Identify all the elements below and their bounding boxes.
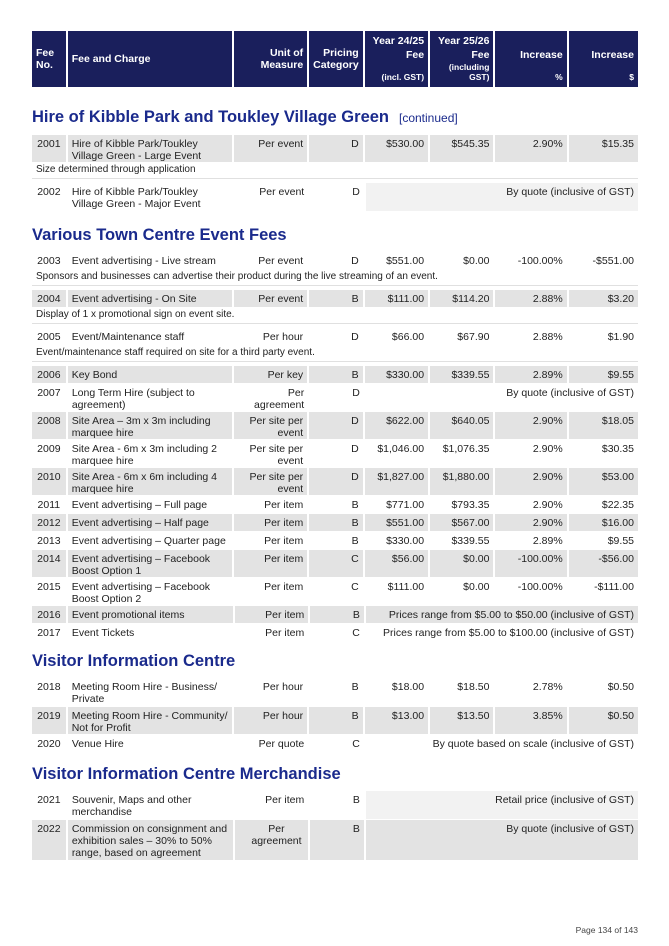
header-fee-and-charge	[68, 31, 232, 87]
increase-amt-cell: -$551.00	[592, 255, 634, 267]
fee-no-cell: 2014	[32, 550, 66, 577]
fee-2526-cell: $18.50	[457, 681, 490, 693]
category-cell: C	[309, 550, 362, 577]
fee-name-cell: Site Area - 6m x 6m including 4 marquee hire	[68, 468, 232, 495]
increase-amt-cell: $22.35	[601, 499, 634, 511]
table-row	[32, 384, 638, 411]
category-cell: D	[351, 255, 359, 267]
fee-2526-cell: $793.35	[451, 499, 490, 511]
header-label: Fee	[471, 49, 490, 61]
unit-cell: Per item	[265, 794, 305, 806]
section-title-town-centre: Various Town Centre Event Fees	[32, 226, 287, 244]
unit-cell: Per hour	[262, 681, 304, 693]
header-label: Fee	[405, 49, 425, 61]
unit-cell: Per item	[235, 606, 309, 623]
category-cell: D	[352, 387, 360, 399]
row-note: Size determined through application	[32, 162, 638, 179]
fee-2425-cell: $56.00	[365, 550, 428, 577]
increase-amt-cell: $3.20	[569, 290, 638, 307]
increase-pct-cell: 2.78%	[532, 681, 563, 693]
fee-name-cell: Event advertising – Quarter page	[71, 535, 226, 547]
unit-cell: Per site per event	[234, 412, 307, 439]
header-fee-no	[32, 31, 66, 87]
increase-amt-cell: $9.55	[607, 535, 634, 547]
increase-amt-cell: $30.35	[601, 443, 634, 455]
increase-amt-cell: $0.50	[607, 681, 634, 693]
fee-note-cell: Prices range from $5.00 to $100.00 (inclusive of GST)	[383, 627, 634, 639]
header-category	[309, 31, 362, 87]
table-row	[32, 606, 638, 623]
category-cell: B	[309, 707, 362, 734]
increase-pct-cell: 2.90%	[495, 468, 566, 495]
increase-pct-cell: 2.90%	[532, 443, 563, 455]
increase-pct-cell: -100.00%	[495, 550, 566, 577]
unit-cell: Per event	[258, 255, 304, 267]
fee-name-cell: Key Bond	[68, 366, 232, 383]
table-row	[32, 678, 638, 706]
fee-name-cell: Venue Hire	[71, 738, 124, 750]
fee-name-cell: Meeting Room Hire - Business/ Private	[71, 681, 218, 705]
fee-no-cell: 2016	[32, 606, 66, 623]
category-cell: D	[352, 186, 360, 198]
header-label: Unit of Measure	[260, 47, 304, 71]
section-title-kibble	[32, 108, 458, 127]
fee-2425-cell: $1,046.00	[377, 443, 425, 455]
header-label: Year 24/25	[372, 35, 425, 47]
unit-cell: Per item	[234, 514, 307, 531]
fee-name-cell: Event Tickets	[71, 627, 135, 639]
category-cell: B	[351, 535, 359, 547]
increase-pct-cell: 2.90%	[495, 135, 566, 162]
fee-name-cell: Hire of Kibble Park/Toukley Village Green - Large Event	[68, 135, 232, 162]
header-unit	[234, 31, 307, 87]
fee-name-cell: Commission on consignment and exhibition sales – 30% to 50% range, based on agreement	[68, 820, 233, 860]
fee-no-cell: 2022	[32, 820, 66, 860]
table-row	[32, 135, 638, 162]
fee-no-cell: 2017	[37, 627, 61, 639]
header-label: Increase	[520, 49, 563, 61]
fee-no-cell: 2012	[32, 514, 66, 531]
fee-name-cell: Long Term Hire (subject to agreement)	[71, 387, 195, 411]
increase-pct-cell: 2.90%	[495, 514, 566, 531]
fee-name-cell: Meeting Room Hire - Community/ Not for Profit	[68, 707, 232, 734]
fee-note-cell: By quote (inclusive of GST)	[366, 820, 638, 860]
unit-cell: Per item	[234, 550, 307, 577]
fee-2425-cell: $18.00	[391, 681, 425, 693]
fee-2425-cell: $111.00	[387, 581, 425, 593]
fee-name-cell: Event/Maintenance staff	[71, 331, 185, 343]
fee-2526-cell: $13.50	[430, 707, 493, 734]
table-row	[32, 496, 638, 513]
row-note: Event/maintenance staff required on site for a third party event.	[32, 345, 638, 362]
increase-amt-cell: $1.90	[607, 331, 634, 343]
unit-cell: Per site per event	[234, 468, 307, 495]
fee-name-cell: Event advertising – Facebook Boost Option 2	[71, 581, 211, 605]
fee-no-cell: 2018	[37, 681, 61, 693]
page-number: Page 134 of 143	[575, 925, 638, 935]
increase-pct-cell: -100.00%	[517, 581, 563, 593]
increase-amt-cell: -$56.00	[569, 550, 638, 577]
table-row	[32, 412, 638, 439]
unit-cell: Per agreement	[235, 820, 309, 860]
fee-2526-cell: $339.55	[451, 535, 490, 547]
fee-no-cell: 2015	[37, 581, 61, 593]
fee-no-cell: 2005	[37, 331, 61, 343]
fee-2425-cell: $551.00	[365, 514, 428, 531]
section-title-visitor-centre: Visitor Information Centre	[32, 652, 236, 670]
header-label: (incl. GST)	[381, 72, 425, 82]
category-cell: B	[351, 681, 359, 693]
unit-cell: Per item	[264, 535, 304, 547]
header-label: $	[629, 72, 634, 82]
fee-name-cell: Site Area – 3m x 3m including marquee hire	[68, 412, 232, 439]
header-label: [continued]	[399, 111, 458, 125]
fee-no-cell: 2008	[32, 412, 66, 439]
unit-cell: Per quote	[258, 738, 305, 750]
table-row	[32, 440, 638, 467]
increase-pct-cell: 2.88%	[532, 331, 563, 343]
unit-cell: Per agreement	[254, 387, 305, 411]
fee-no-cell: 2002	[37, 186, 61, 198]
fee-2526-cell: $640.05	[430, 412, 493, 439]
category-cell: B	[352, 794, 360, 806]
fee-2425-cell: $1,827.00	[365, 468, 428, 495]
fee-name-cell: Souvenir, Maps and other merchandise	[71, 794, 192, 818]
fee-name-cell: Site Area - 6m x 3m including 2 marquee hire	[71, 443, 218, 467]
table-row	[32, 252, 638, 269]
fee-note-cell: By quote (inclusive of GST)	[506, 387, 634, 399]
fee-no-cell: 2003	[37, 255, 61, 267]
table-row	[32, 707, 638, 734]
fee-2425-cell: $330.00	[386, 535, 425, 547]
fee-no-cell: 2006	[32, 366, 66, 383]
fee-2526-cell: $339.55	[430, 366, 493, 383]
increase-pct-cell: 3.85%	[495, 707, 566, 734]
header-label: (including GST)	[448, 62, 490, 82]
category-cell: D	[309, 135, 362, 162]
header-increase-amt	[569, 31, 638, 87]
table-row	[32, 290, 638, 307]
fee-no-cell: 2004	[32, 290, 66, 307]
header-increase-pct	[495, 31, 566, 87]
unit-cell: Per hour	[234, 707, 307, 734]
increase-amt-cell: $53.00	[569, 468, 638, 495]
category-cell: B	[351, 499, 359, 511]
section-title-merchandise: Visitor Information Centre Merchandise	[32, 765, 341, 783]
row-note: Display of 1 x promotional sign on event site.	[32, 307, 638, 324]
table-row	[32, 820, 638, 860]
fee-no-cell: 2011	[37, 499, 61, 511]
category-cell: D	[351, 331, 359, 343]
header-label: Increase	[591, 49, 634, 61]
fee-note-cell: By quote based on scale (inclusive of GST)	[432, 738, 634, 750]
increase-pct-cell: -100.00%	[517, 255, 563, 267]
fee-no-cell: 2009	[37, 443, 61, 455]
table-row	[32, 578, 638, 605]
fee-2526-cell: $545.35	[430, 135, 493, 162]
fee-no-cell: 2020	[37, 738, 61, 750]
unit-cell: Per hour	[262, 331, 304, 343]
fee-2526-cell: $0.00	[463, 581, 490, 593]
fee-2526-cell: $114.20	[430, 290, 493, 307]
fee-name-cell: Event advertising – Facebook Boost Option 1	[68, 550, 232, 577]
category-cell: B	[309, 514, 362, 531]
table-row	[32, 468, 638, 495]
fee-name-cell: Event advertising - Live stream	[71, 255, 216, 267]
fee-2526-cell: $567.00	[430, 514, 493, 531]
fee-note-cell: Prices range from $5.00 to $50.00 (inclusive of GST)	[366, 606, 638, 623]
fee-note-cell: Retail price (inclusive of GST)	[366, 791, 638, 819]
header-year1	[365, 31, 428, 87]
fee-2425-cell: $330.00	[365, 366, 428, 383]
category-cell: B	[309, 290, 362, 307]
category-cell: B	[309, 366, 362, 383]
increase-amt-cell: $0.50	[569, 707, 638, 734]
increase-pct-cell: 2.90%	[495, 412, 566, 439]
fee-2425-cell: $530.00	[365, 135, 428, 162]
increase-pct-cell: 2.90%	[532, 499, 563, 511]
unit-cell: Per item	[264, 581, 304, 593]
increase-amt-cell: $16.00	[569, 514, 638, 531]
header-label: %	[555, 72, 563, 82]
fee-schedule-page	[32, 31, 638, 859]
unit-cell: Per key	[234, 366, 307, 383]
header-label: Fee and Charge	[71, 53, 151, 65]
unit-cell: Per item	[264, 499, 304, 511]
fee-no-cell: 2021	[37, 794, 61, 806]
table-row	[32, 328, 638, 345]
table-row	[32, 183, 638, 211]
fee-2526-cell: $0.00	[430, 550, 493, 577]
fee-2425-cell: $771.00	[386, 499, 425, 511]
unit-cell: Per site per event	[249, 443, 304, 467]
fee-name-cell: Event advertising – Half page	[68, 514, 232, 531]
category-cell: D	[309, 468, 362, 495]
fee-name-cell: Hire of Kibble Park/Toukley Village Green - Major Event	[71, 186, 201, 210]
fee-no-cell: 2019	[32, 707, 66, 734]
table-row	[32, 735, 638, 752]
category-cell: C	[352, 627, 360, 639]
unit-cell: Per event	[234, 135, 307, 162]
fee-2425-cell: $622.00	[365, 412, 428, 439]
table-row	[32, 624, 638, 641]
fee-2526-cell: $1,880.00	[430, 468, 493, 495]
table-row	[32, 532, 638, 549]
category-cell: B	[310, 820, 364, 860]
unit-cell: Per event	[234, 290, 307, 307]
category-cell: B	[310, 606, 364, 623]
table-row	[32, 366, 638, 383]
header-label: Year 25/26	[438, 35, 490, 47]
fee-2425-cell: $111.00	[365, 290, 428, 307]
table-header	[32, 31, 638, 87]
fee-no-cell: 2001	[32, 135, 66, 162]
unit-cell: Per item	[265, 627, 305, 639]
fee-2425-cell: $551.00	[386, 255, 425, 267]
fee-no-cell: 2010	[32, 468, 66, 495]
increase-pct-cell: 2.88%	[495, 290, 566, 307]
fee-name-cell: Event promotional items	[68, 606, 233, 623]
header-label: Fee No.	[36, 47, 55, 71]
table-row	[32, 550, 638, 577]
increase-amt-cell: $9.55	[569, 366, 638, 383]
fee-name-cell: Event advertising - On Site	[68, 290, 232, 307]
fee-no-cell: 2007	[37, 387, 61, 399]
header-label: Pricing Category	[313, 47, 359, 71]
fee-2526-cell: $67.90	[457, 331, 490, 343]
increase-pct-cell: 2.89%	[532, 535, 563, 547]
fee-2425-cell: $13.00	[365, 707, 428, 734]
increase-amt-cell: $18.05	[569, 412, 638, 439]
table-row	[32, 514, 638, 531]
category-cell: C	[351, 581, 359, 593]
category-cell: D	[309, 412, 362, 439]
category-cell: D	[351, 443, 359, 455]
fee-2526-cell: $1,076.35	[442, 443, 490, 455]
increase-amt-cell: $15.35	[569, 135, 638, 162]
fee-name-cell: Event advertising – Full page	[71, 499, 208, 511]
row-note: Sponsors and businesses can advertise their product during the live streaming of an event.	[32, 269, 638, 286]
header-year2	[430, 31, 493, 87]
unit-cell: Per event	[259, 186, 305, 198]
header-label: Hire of Kibble Park and Toukley Village Green	[32, 108, 389, 126]
fee-2526-cell: $0.00	[463, 255, 490, 267]
fee-note-cell: By quote (inclusive of GST)	[366, 183, 638, 211]
category-cell: C	[352, 738, 360, 750]
increase-amt-cell: -$111.00	[594, 581, 634, 593]
increase-pct-cell: 2.89%	[495, 366, 566, 383]
fee-2425-cell: $66.00	[391, 331, 425, 343]
table-row	[32, 791, 638, 819]
fee-no-cell: 2013	[37, 535, 61, 547]
